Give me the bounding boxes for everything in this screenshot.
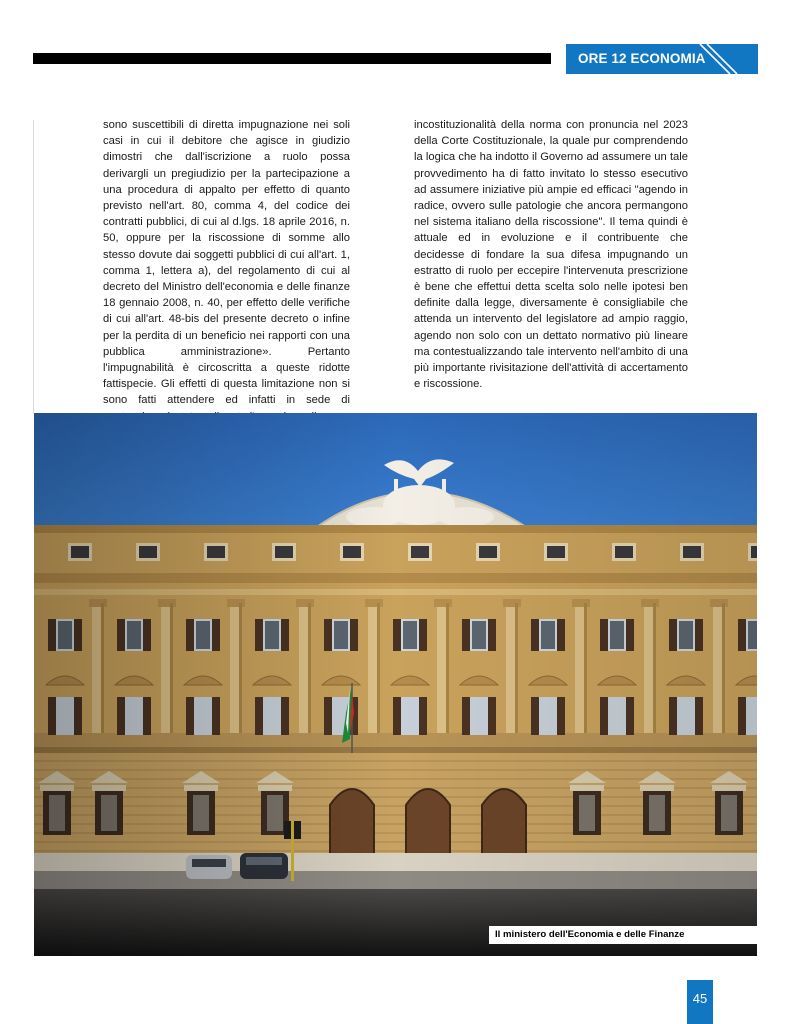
- article-column-right: [414, 117, 688, 392]
- article-paragraph: sono suscettibili di diretta impugnazione nei soli casi in cui il debitore che agisce in giudizio dimostri che dall'iscrizione a ruolo possa derivargli un pregiudizio per la partecipazione a una procedura di appalto per effetto di quanto previsto nell'art. 80, comma 4, del codice dei contratti pubblici, di cui al d.lgs. 18 aprile 2016, n. 50, oppure per la riscossione di somme allo stesso dovute dai soggetti pubblici di cui all'art. 1, comma 1, lettera a), del regolamento di cui al decreto del Ministro dell'economia e delle finanze 18 gennaio 2008, n. 40, per effetto delle verifiche di cui all'art. 48-bis del presente decreto o infine per la perdita di un beneficio nei rapporti con una pubblica amministrazione». Pertanto l'impugnabilità è circoscritta a queste ridotte fattispecie. Gli effetti di questa limitazione non si sono fatti attendere ed infatti in sede di: [103, 119, 350, 407]
- header-rule: [33, 53, 551, 64]
- diagonal-stripes-icon: [566, 44, 758, 74]
- article-paragraph: incostituzionalità della norma con pronuncia nel 2023 della Corte Costituzionale, la quale pur comprendendo la logica che ha indotto il Governo ad assumere un tale provvedimento ha di fatto invitato lo stesso esecutivo ad assumere iniziative più ampie ed efficaci "agendo in radice, ovvero sulle patologie che ancora permangono nel sistema italiano della riscossione". Il tema quindi è attuale ed in evoluzione e il contribuente che decidesse di fondare la sua difesa impugnando un estratto di ruolo per eccepire l'intervenuta prescrizione è bene che effettui detta scelta solo nelle ipotesi ben definite dalla legge, diversamente è consigliabile che attenda un intervento del legislatore ad ampio raggio, agendo non solo con un dettato normativo più lineare ma contestualizzando tale intervento nell'ambito di una più importante rivisitazione dell'attività di accertamento e riscossione.: [414, 119, 688, 391]
- photo-caption-box: [489, 926, 757, 944]
- ministry-building-photo: [34, 413, 757, 956]
- building-illustration: [34, 413, 757, 956]
- margin-rule: [33, 120, 34, 413]
- page-number: 45: [687, 980, 713, 1024]
- photo-caption: Il ministero dell'Economia e delle Finanze: [495, 929, 685, 940]
- article-column-left: [103, 117, 350, 425]
- section-label: ORE 12 ECONOMIA: [578, 51, 706, 66]
- section-badge: [566, 44, 758, 74]
